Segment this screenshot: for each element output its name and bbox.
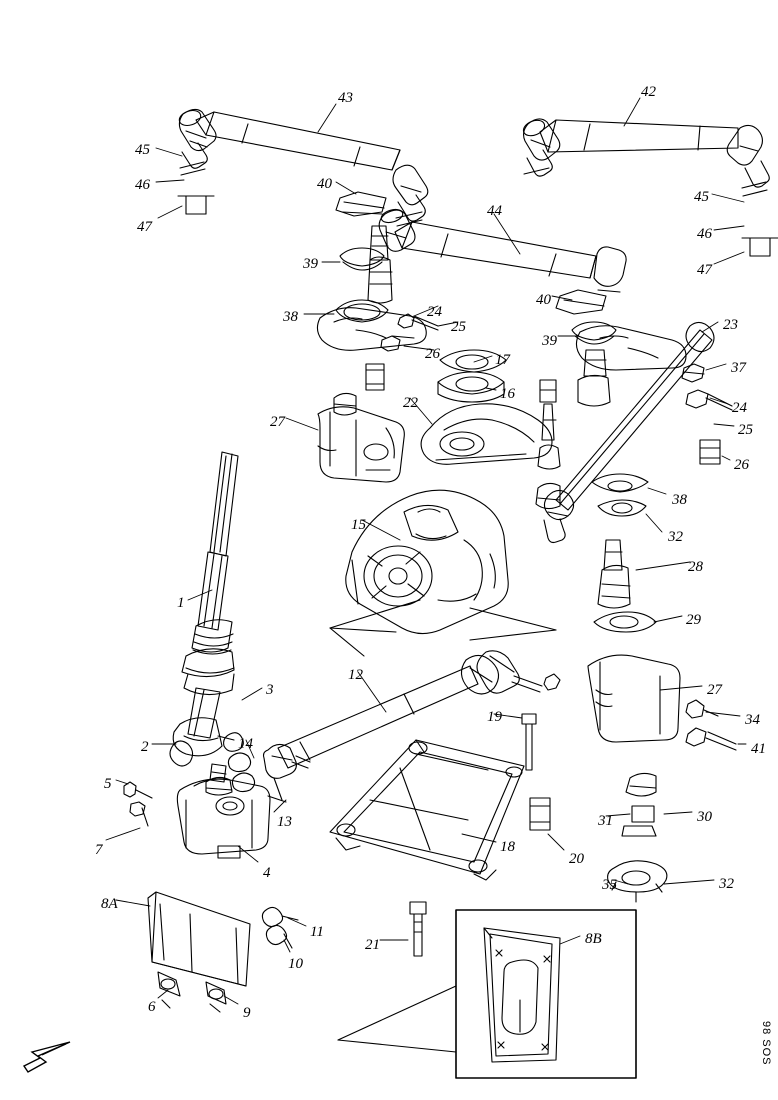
callout-27-left: 27	[270, 414, 285, 430]
callout-19: 19	[487, 709, 502, 725]
callout-28: 28	[688, 559, 703, 575]
steering-gear-housing-15	[330, 490, 556, 656]
callout-38-right: 38	[672, 492, 687, 508]
callout-29: 29	[686, 612, 701, 628]
callout-43: 43	[338, 90, 353, 106]
callout-32-lower: 32	[719, 876, 734, 892]
drag-link-42	[521, 117, 778, 256]
callout-26-left: 26	[425, 346, 440, 362]
callout-47-right: 47	[697, 262, 712, 278]
callout-38-left: 38	[283, 309, 298, 325]
drag-link-43	[177, 108, 427, 226]
callout-47-left: 47	[137, 219, 152, 235]
left-upper-knuckle	[317, 226, 438, 482]
rocker-arm-22	[421, 404, 552, 464]
callout-24-right: 24	[732, 400, 747, 416]
callout-5: 5	[104, 776, 112, 792]
callout-41: 41	[751, 741, 766, 757]
callout-46-right: 46	[697, 226, 712, 242]
right-lower-knuckle	[588, 540, 736, 902]
callout-2: 2	[141, 739, 149, 755]
callout-34: 34	[745, 712, 760, 728]
callout-7: 7	[95, 842, 103, 858]
callout-1: 1	[177, 595, 185, 611]
callout-39-right: 39	[542, 333, 557, 349]
callout-13: 13	[277, 814, 292, 830]
callout-8b: 8B	[585, 931, 602, 947]
callout-45-right: 45	[694, 189, 709, 205]
callout-22: 22	[403, 395, 418, 411]
callout-14: 14	[238, 736, 253, 752]
callout-6: 6	[148, 999, 156, 1015]
callout-30: 30	[697, 809, 712, 825]
callout-21: 21	[365, 937, 380, 953]
bushings-16-17	[438, 350, 560, 509]
callout-39-left: 39	[303, 256, 318, 272]
callout-8a: 8A	[101, 896, 118, 912]
bracket-8a	[148, 892, 298, 1012]
callout-4: 4	[263, 865, 271, 881]
callout-42: 42	[641, 84, 656, 100]
sheet-code: 98 SOS	[760, 1021, 772, 1066]
callout-26-right: 26	[734, 457, 749, 473]
callout-31: 31	[598, 813, 613, 829]
callout-17: 17	[495, 352, 510, 368]
callout-11: 11	[310, 924, 324, 940]
callout-35: 35	[602, 877, 617, 893]
callout-12: 12	[348, 667, 363, 683]
callout-9: 9	[243, 1005, 251, 1021]
callout-18: 18	[500, 839, 515, 855]
callout-23: 23	[723, 317, 738, 333]
callout-15: 15	[351, 517, 366, 533]
callout-25-left: 25	[451, 319, 466, 335]
callout-32-right: 32	[668, 529, 683, 545]
callout-40-right: 40	[536, 292, 551, 308]
mounting-bracket-18	[330, 714, 550, 956]
callout-16: 16	[500, 386, 515, 402]
callout-37: 37	[731, 360, 746, 376]
direction-arrow-icon	[22, 1038, 74, 1076]
callout-10: 10	[288, 956, 303, 972]
callout-24-left: 24	[427, 304, 442, 320]
callout-27-right: 27	[707, 682, 722, 698]
callout-3: 3	[266, 682, 274, 698]
callout-20: 20	[569, 851, 584, 867]
callout-44: 44	[487, 203, 502, 219]
leader-lines	[106, 98, 746, 1004]
callout-45-left: 45	[135, 142, 150, 158]
callout-46-left: 46	[135, 177, 150, 193]
callout-40-left: 40	[317, 176, 332, 192]
callout-25-right: 25	[738, 422, 753, 438]
right-upper-knuckle	[544, 322, 732, 543]
